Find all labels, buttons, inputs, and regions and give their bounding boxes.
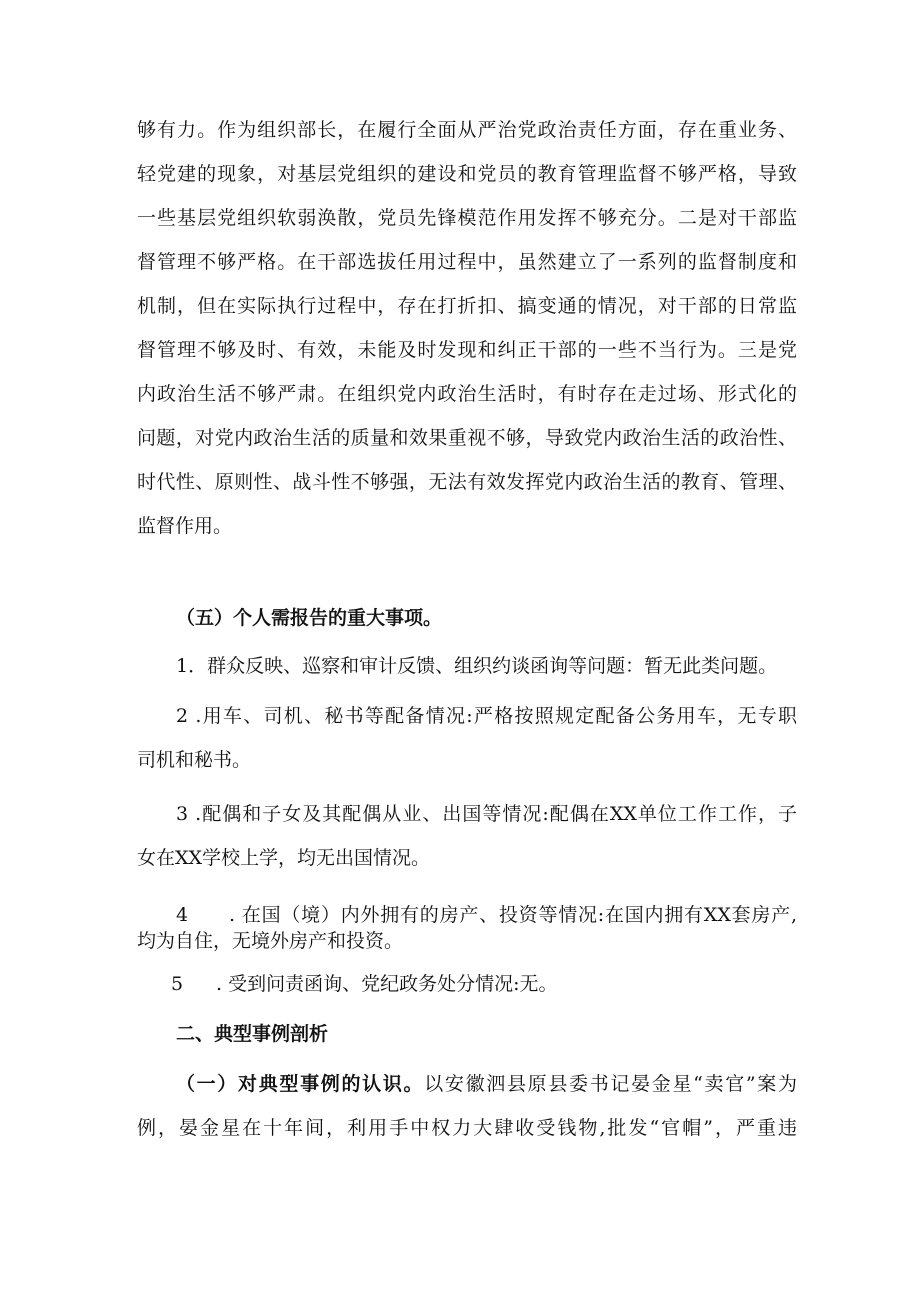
section-heading: [176, 596, 836, 640]
subsection-text: 以安徽泗县原县委书记晏金星“卖官”案为: [424, 1073, 797, 1095]
list-item-text: . 受到问责函询、党纪政务处分情况:无。: [216, 973, 558, 995]
chapter-heading: [176, 1012, 836, 1056]
list-item-text: 3 .配偶和子女及其配偶从业、出国等情况:配偶在XX单位工作工作，子: [176, 803, 797, 825]
paragraph-line: 内政治生活不够严肃。在组织党内政治生活时，有时存在走过场、形式化的: [137, 383, 797, 405]
list-item-text: 2 .用车、司机、秘书等配备情况:严格按照规定配备公务用车，无专职: [176, 705, 797, 727]
paragraph-line: 一些基层党组织软弱涣散，党员先锋模范作用发挥不够充分。二是对干部监: [137, 207, 797, 229]
list-item: [137, 893, 797, 969]
list-item-text: 女在XX学校上学，均无出国情况。: [137, 847, 431, 869]
list-item-number: 5: [171, 973, 184, 995]
section-heading-text: （五）个人需报告的重大事项。: [176, 607, 443, 629]
paragraph-line: 督管理不够严格。在干部选拔任用过程中，虽然建立了一系列的监督制度和: [137, 251, 797, 273]
list-item-text: 司机和秘书。: [137, 749, 252, 771]
list-item-text: 1．群众反映、巡察和审计反馈、组织约谈函询等问题：暂无此类问题。: [176, 655, 778, 677]
paragraph-line: [137, 1062, 797, 1106]
paragraph-line: 督管理不够及时、有效，未能及时发现和纠正干部的一些不当行为。三是党: [137, 339, 797, 361]
paragraph-line: 时代性、原则性、战斗性不够强，无法有效发挥党内政治生活的教育、管理、: [137, 471, 797, 493]
paragraph-line: 问题，对党内政治生活的质量和效果重视不够，导致党内政治生活的政治性、: [137, 427, 797, 449]
chapter-heading-text: 二、典型事例剖析: [176, 1023, 329, 1045]
list-item: [137, 792, 797, 880]
list-item-text: . 在国（境）内外拥有的房产、投资等情况:在国内拥有XX套房产,: [229, 904, 797, 926]
paragraph-line: 监督作用。: [137, 515, 233, 537]
list-item-text: 均为自住，无境外房产和投资。: [137, 930, 404, 952]
list-item: [176, 644, 806, 688]
paragraph-line: 够有力。作为组织部长，在履行全面从严治党政治责任方面，存在重业务、: [137, 119, 797, 141]
list-item: [137, 694, 797, 782]
paragraph-line: 机制，但在实际执行过程中，存在打折扣、搞变通的情况，对干部的日常监: [137, 295, 797, 317]
list-item: [137, 962, 797, 1006]
body-paragraph: [137, 108, 797, 548]
paragraph-line: 轻党建的现象，对基层党组织的建设和党员的教育管理监督不够严格，导致: [137, 163, 797, 185]
body-paragraph: [137, 1062, 797, 1150]
paragraph-line: 例，晏金星在十年间，利用手中权力大肆收受钱物,批发“官帽”，严重违: [137, 1117, 797, 1139]
list-item-number: 4: [176, 904, 189, 926]
subsection-heading: （一）对典型事例的认识。: [176, 1073, 425, 1095]
